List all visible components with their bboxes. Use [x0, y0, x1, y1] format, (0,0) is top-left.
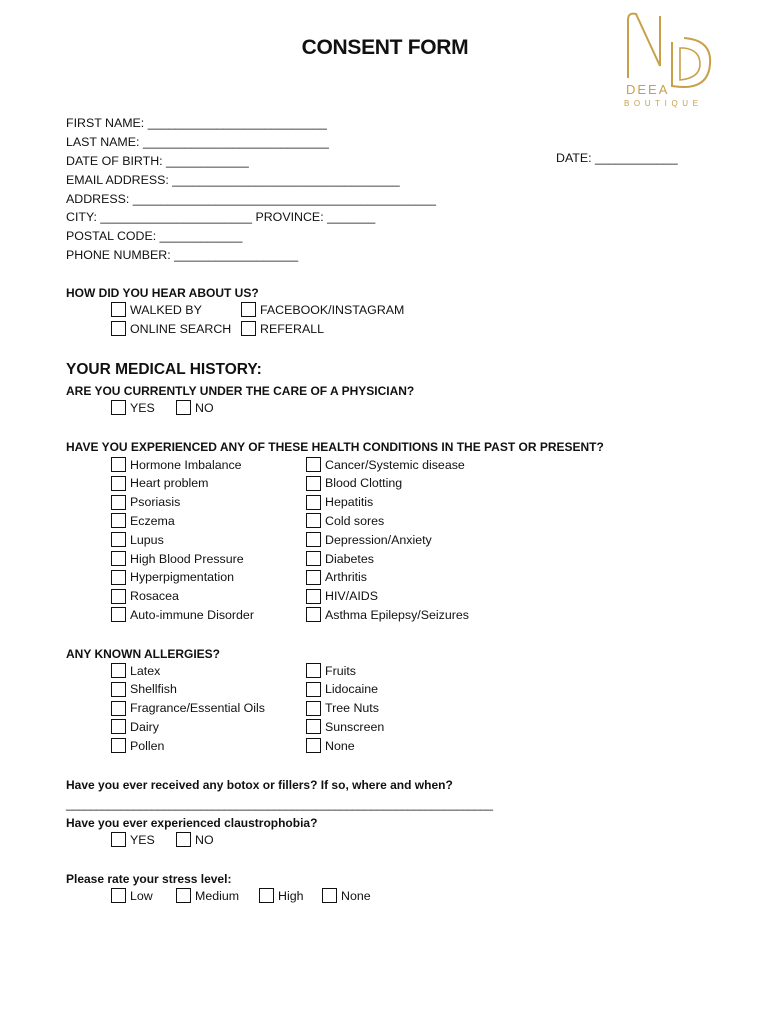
botox-answer-line[interactable]: ______________________________________________________________________ — [66, 799, 493, 811]
checkbox[interactable] — [306, 589, 321, 604]
checkbox[interactable] — [111, 457, 126, 472]
allergy-label: Fruits — [325, 663, 356, 678]
condition-option[interactable] — [306, 513, 384, 528]
condition-option[interactable] — [111, 457, 242, 472]
condition-label: Blood Clotting — [325, 476, 403, 491]
physician-no[interactable]: NO — [176, 400, 214, 415]
conditions-question: HAVE YOU EXPERIENCED ANY OF THESE HEALTH CONDITIONS IN THE PAST OR PRESENT? — [66, 440, 604, 454]
claustro-yes[interactable]: YES — [111, 832, 155, 847]
condition-option[interactable] — [306, 495, 373, 510]
condition-option[interactable] — [306, 457, 465, 472]
checkbox[interactable] — [176, 888, 191, 903]
checkbox[interactable] — [176, 832, 191, 847]
allergy-option[interactable] — [111, 663, 160, 678]
condition-label: Cancer/Systemic disease — [325, 457, 465, 472]
condition-option[interactable] — [306, 476, 402, 491]
checkbox[interactable] — [322, 888, 337, 903]
condition-option[interactable] — [306, 589, 378, 604]
allergy-label: Sunscreen — [325, 719, 385, 734]
condition-option[interactable] — [111, 532, 164, 547]
checkbox[interactable] — [111, 589, 126, 604]
checkbox[interactable] — [111, 400, 126, 415]
condition-option[interactable] — [111, 513, 175, 528]
checkbox[interactable] — [306, 701, 321, 716]
allergy-option[interactable] — [111, 719, 159, 734]
allergy-label: None — [325, 738, 355, 753]
brand-logo — [620, 8, 724, 112]
allergy-option[interactable] — [306, 682, 378, 697]
condition-label: Heart problem — [130, 476, 209, 491]
condition-label: Diabetes — [325, 551, 374, 566]
checkbox[interactable] — [241, 321, 256, 336]
checkbox[interactable] — [111, 321, 126, 336]
checkbox[interactable] — [306, 495, 321, 510]
condition-label: Hormone Imbalance — [130, 457, 242, 472]
checkbox[interactable] — [306, 551, 321, 566]
condition-label: Rosacea — [130, 589, 179, 604]
condition-label: Cold sores — [325, 513, 385, 528]
condition-label: Eczema — [130, 513, 175, 528]
city-province-field[interactable]: CITY: ______________________ PROVINCE: _______ — [66, 210, 376, 224]
checkbox[interactable] — [111, 719, 126, 734]
medical-history-heading: YOUR MEDICAL HISTORY: — [66, 361, 262, 378]
option-walked-by[interactable]: WALKED BY — [111, 302, 202, 317]
allergy-option[interactable] — [306, 719, 384, 734]
condition-label: Psoriasis — [130, 495, 181, 510]
condition-option[interactable] — [306, 607, 469, 622]
checkbox[interactable] — [241, 302, 256, 317]
allergy-label: Shellfish — [130, 682, 177, 697]
checkbox[interactable] — [111, 888, 126, 903]
postal-code-field[interactable]: POSTAL CODE: ____________ — [66, 229, 243, 243]
condition-label: Hyperpigmentation — [130, 570, 235, 585]
physician-question: ARE YOU CURRENTLY UNDER THE CARE OF A PHYSICIAN? — [66, 384, 415, 398]
checkbox[interactable] — [306, 719, 321, 734]
checkbox[interactable] — [111, 495, 126, 510]
checkbox[interactable] — [111, 663, 126, 678]
condition-label: Asthma Epilepsy/Seizures — [325, 607, 469, 622]
allergies-question: ANY KNOWN ALLERGIES? — [66, 647, 221, 661]
condition-option[interactable] — [111, 551, 244, 566]
option-facebook-instagram[interactable]: FACEBOOK/INSTAGRAM — [241, 302, 404, 317]
phone-field[interactable]: PHONE NUMBER: __________________ — [66, 248, 299, 262]
svg-text:BOUTIQUE: BOUTIQUE — [624, 99, 703, 108]
condition-option[interactable] — [111, 495, 180, 510]
checkbox[interactable] — [306, 738, 321, 753]
physician-yes[interactable]: YES — [111, 400, 155, 415]
condition-label: Auto-immune Disorder — [130, 607, 254, 622]
last-name-field[interactable]: LAST NAME: ___________________________ — [66, 135, 329, 149]
condition-option[interactable] — [306, 551, 374, 566]
checkbox[interactable] — [306, 457, 321, 472]
checkbox[interactable] — [111, 701, 126, 716]
condition-option[interactable] — [306, 570, 367, 585]
claustro-no[interactable]: NO — [176, 832, 214, 847]
allergy-label: Lidocaine — [325, 682, 379, 697]
first-name-field[interactable]: FIRST NAME: __________________________ — [66, 116, 327, 130]
allergy-option[interactable] — [111, 701, 265, 716]
allergy-option[interactable] — [306, 738, 355, 753]
checkbox[interactable] — [259, 888, 274, 903]
checkbox[interactable] — [111, 551, 126, 566]
allergy-label: Tree Nuts — [325, 701, 379, 716]
checkbox[interactable] — [111, 738, 126, 753]
allergy-label: Dairy — [130, 719, 159, 734]
checkbox[interactable] — [111, 532, 126, 547]
checkbox[interactable] — [111, 832, 126, 847]
date-field[interactable]: DATE: ____________ — [556, 151, 678, 165]
checkbox[interactable] — [306, 607, 321, 622]
checkbox[interactable] — [306, 513, 321, 528]
checkbox[interactable] — [176, 400, 191, 415]
allergy-label: Latex — [130, 663, 161, 678]
allergy-option[interactable] — [111, 682, 177, 697]
condition-option[interactable] — [306, 532, 432, 547]
condition-label: Hepatitis — [325, 495, 374, 510]
stress-medium[interactable]: Medium — [176, 888, 239, 903]
stress-none[interactable]: None — [322, 888, 371, 903]
condition-label: Arthritis — [325, 570, 367, 585]
checkbox[interactable] — [111, 513, 126, 528]
checkbox[interactable] — [111, 570, 126, 585]
stress-question: Please rate your stress level: — [66, 872, 232, 886]
hear-question: HOW DID YOU HEAR ABOUT US? — [66, 286, 259, 300]
address-field[interactable]: ADDRESS: ____________________________________________ — [66, 192, 436, 206]
stress-low[interactable]: Low — [111, 888, 153, 903]
allergy-label: Fragrance/Essential Oils — [130, 701, 265, 716]
allergy-option[interactable] — [111, 738, 164, 753]
checkbox[interactable] — [111, 682, 126, 697]
allergy-label: Pollen — [130, 738, 165, 753]
checkbox[interactable] — [306, 532, 321, 547]
checkbox[interactable] — [306, 663, 321, 678]
condition-label: HIV/AIDS — [325, 589, 379, 604]
condition-label: Lupus — [130, 532, 164, 547]
checkbox[interactable] — [111, 607, 126, 622]
condition-option[interactable] — [111, 607, 254, 622]
checkbox[interactable] — [111, 476, 126, 491]
monogram-icon — [620, 8, 724, 112]
allergy-option[interactable] — [306, 663, 356, 678]
option-referall[interactable]: REFERALL — [241, 321, 324, 336]
condition-option[interactable] — [111, 476, 209, 491]
checkbox[interactable] — [306, 476, 321, 491]
checkbox[interactable] — [111, 302, 126, 317]
page-title: CONSENT FORM — [301, 36, 469, 59]
condition-option[interactable] — [111, 589, 179, 604]
checkbox[interactable] — [306, 570, 321, 585]
option-online-search[interactable]: ONLINE SEARCH — [111, 321, 231, 336]
email-field[interactable]: EMAIL ADDRESS: _________________________________ — [66, 173, 400, 187]
checkbox[interactable] — [306, 682, 321, 697]
condition-label: Depression/Anxiety — [325, 532, 432, 547]
stress-high[interactable]: High — [259, 888, 303, 903]
allergy-option[interactable] — [306, 701, 379, 716]
svg-text:DEEA: DEEA — [626, 82, 670, 97]
claustro-question: Have you ever experienced claustrophobia? — [66, 816, 318, 830]
condition-option[interactable] — [111, 570, 234, 585]
dob-field[interactable]: DATE OF BIRTH: ____________ — [66, 154, 249, 168]
botox-question: Have you ever received any botox or fillers? If so, where and when? — [66, 778, 453, 792]
condition-label: High Blood Pressure — [130, 551, 244, 566]
